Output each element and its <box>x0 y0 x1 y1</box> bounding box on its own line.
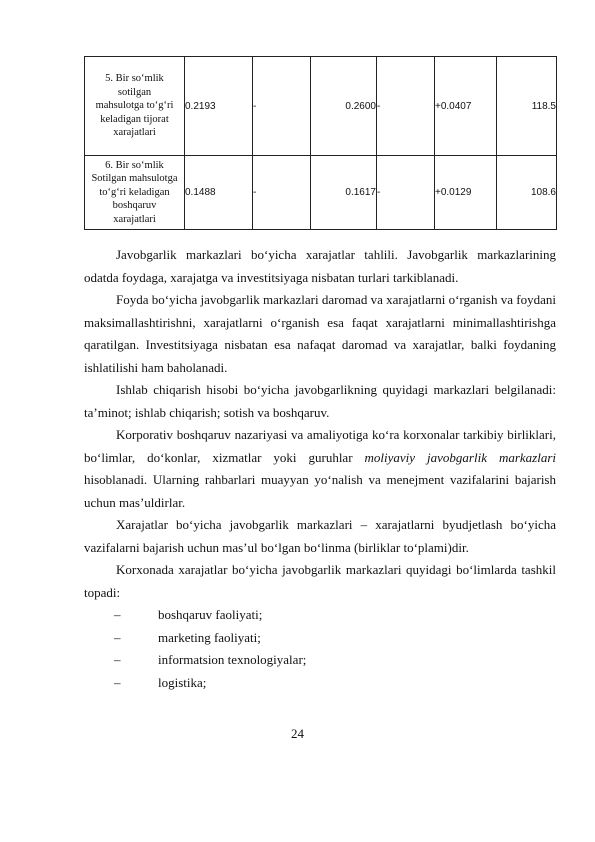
table-cell: 0.2193 <box>185 57 253 156</box>
table-row <box>85 57 557 156</box>
list-item-text: marketing faoliyati; <box>158 629 261 645</box>
list-item <box>84 672 556 695</box>
paragraph: Xarajatlar bo‘yicha javobgarlik markazlari – xarajatlarni byudjetlash bo‘yicha vazifalarni bajarish uchun mas’ul bo‘lgan bo‘linma (birliklar to‘plami)dir. <box>84 517 556 555</box>
paragraph-text: hisoblanadi. Ularning rahbarlari muayyan yo‘nalish va menejment vazifalarini bajarish uchun mas’uldirlar. <box>84 472 556 510</box>
row-label: 5. Bir so‘mlik sotilgan mahsulotga to‘g‘ri keladigan tijorat xarajatlari <box>85 57 185 156</box>
table-cell: +0.0129 <box>435 156 497 230</box>
table-cell: - <box>253 57 311 156</box>
paragraph: Javobgarlik markazlari bo‘yicha xarajatlar tahlili. Javobgarlik markazlarining odatda foydaga, xarajatga va investitsiyaga nisbatan turlari tarkiblanadi. <box>84 247 556 285</box>
list-item <box>84 604 556 627</box>
list-item <box>84 627 556 650</box>
list-item-text: informatsion texnologiyalar; <box>158 652 307 667</box>
list-item-text: boshqaruv faoliyati; <box>158 607 263 622</box>
paragraph <box>84 424 556 514</box>
data-table <box>84 56 557 230</box>
table-cell: 0.1488 <box>185 156 253 230</box>
paragraph-text: Korporativ boshqaruv nazariyasi va amaliyotiga ko‘ra korxonalar tarkibiy birliklari, bo‘limlar, do‘konlar, xizmatlar yoki guruhlar <box>84 427 556 465</box>
body-text <box>84 244 556 694</box>
table-cell: +0.0407 <box>435 57 497 156</box>
page-number: 24 <box>291 726 304 741</box>
table-cell: 0.1617 <box>311 156 377 230</box>
table-row <box>85 156 557 230</box>
row-label: 6. Bir so‘mlik Sotilgan mahsulotga to‘g‘ri keladigan boshqaruv xarajatlari <box>85 156 185 230</box>
dash-bullet: ‒ <box>114 629 121 645</box>
table-cell: - <box>253 156 311 230</box>
table-cell: - <box>377 156 435 230</box>
table-cell: 118.5 <box>497 57 557 156</box>
bullet-list <box>84 604 556 694</box>
italic-term: moliyaviy javobgarlik markazlari <box>364 449 556 465</box>
paragraph: Korxonada xarajatlar bo‘yicha javobgarlik markazlari quyidagi bo‘limlarda tashkil topadi: <box>84 562 556 600</box>
dash-bullet: ‒ <box>114 674 121 690</box>
paragraph: Foyda bo‘yicha javobgarlik markazlari daromad va xarajatlarni o‘rganish va foydani maksimallashtirishni, xarajatlarni o‘rganish esa faqat xarajatlarni minimallashtirishga qaratilgan. Investitsiyaga nisbatan esa nafaqat daromad va xarajatlar, balki foydaning ishlatilishi ham baholanadi. <box>84 292 556 375</box>
paragraph: Ishlab chiqarish hisobi bo‘yicha javobgarlikning quyidagi markazlari belgilanadi: ta’minot; ishlab chiqarish; sotish va boshqaruv. <box>84 382 556 420</box>
list-item-text: logistika; <box>158 674 207 690</box>
dash-bullet: ‒ <box>114 607 121 622</box>
table-cell: - <box>377 57 435 156</box>
table-cell: 108.6 <box>497 156 557 230</box>
table-cell: 0.2600 <box>311 57 377 156</box>
list-item <box>84 649 556 672</box>
dash-bullet: ‒ <box>114 652 121 667</box>
